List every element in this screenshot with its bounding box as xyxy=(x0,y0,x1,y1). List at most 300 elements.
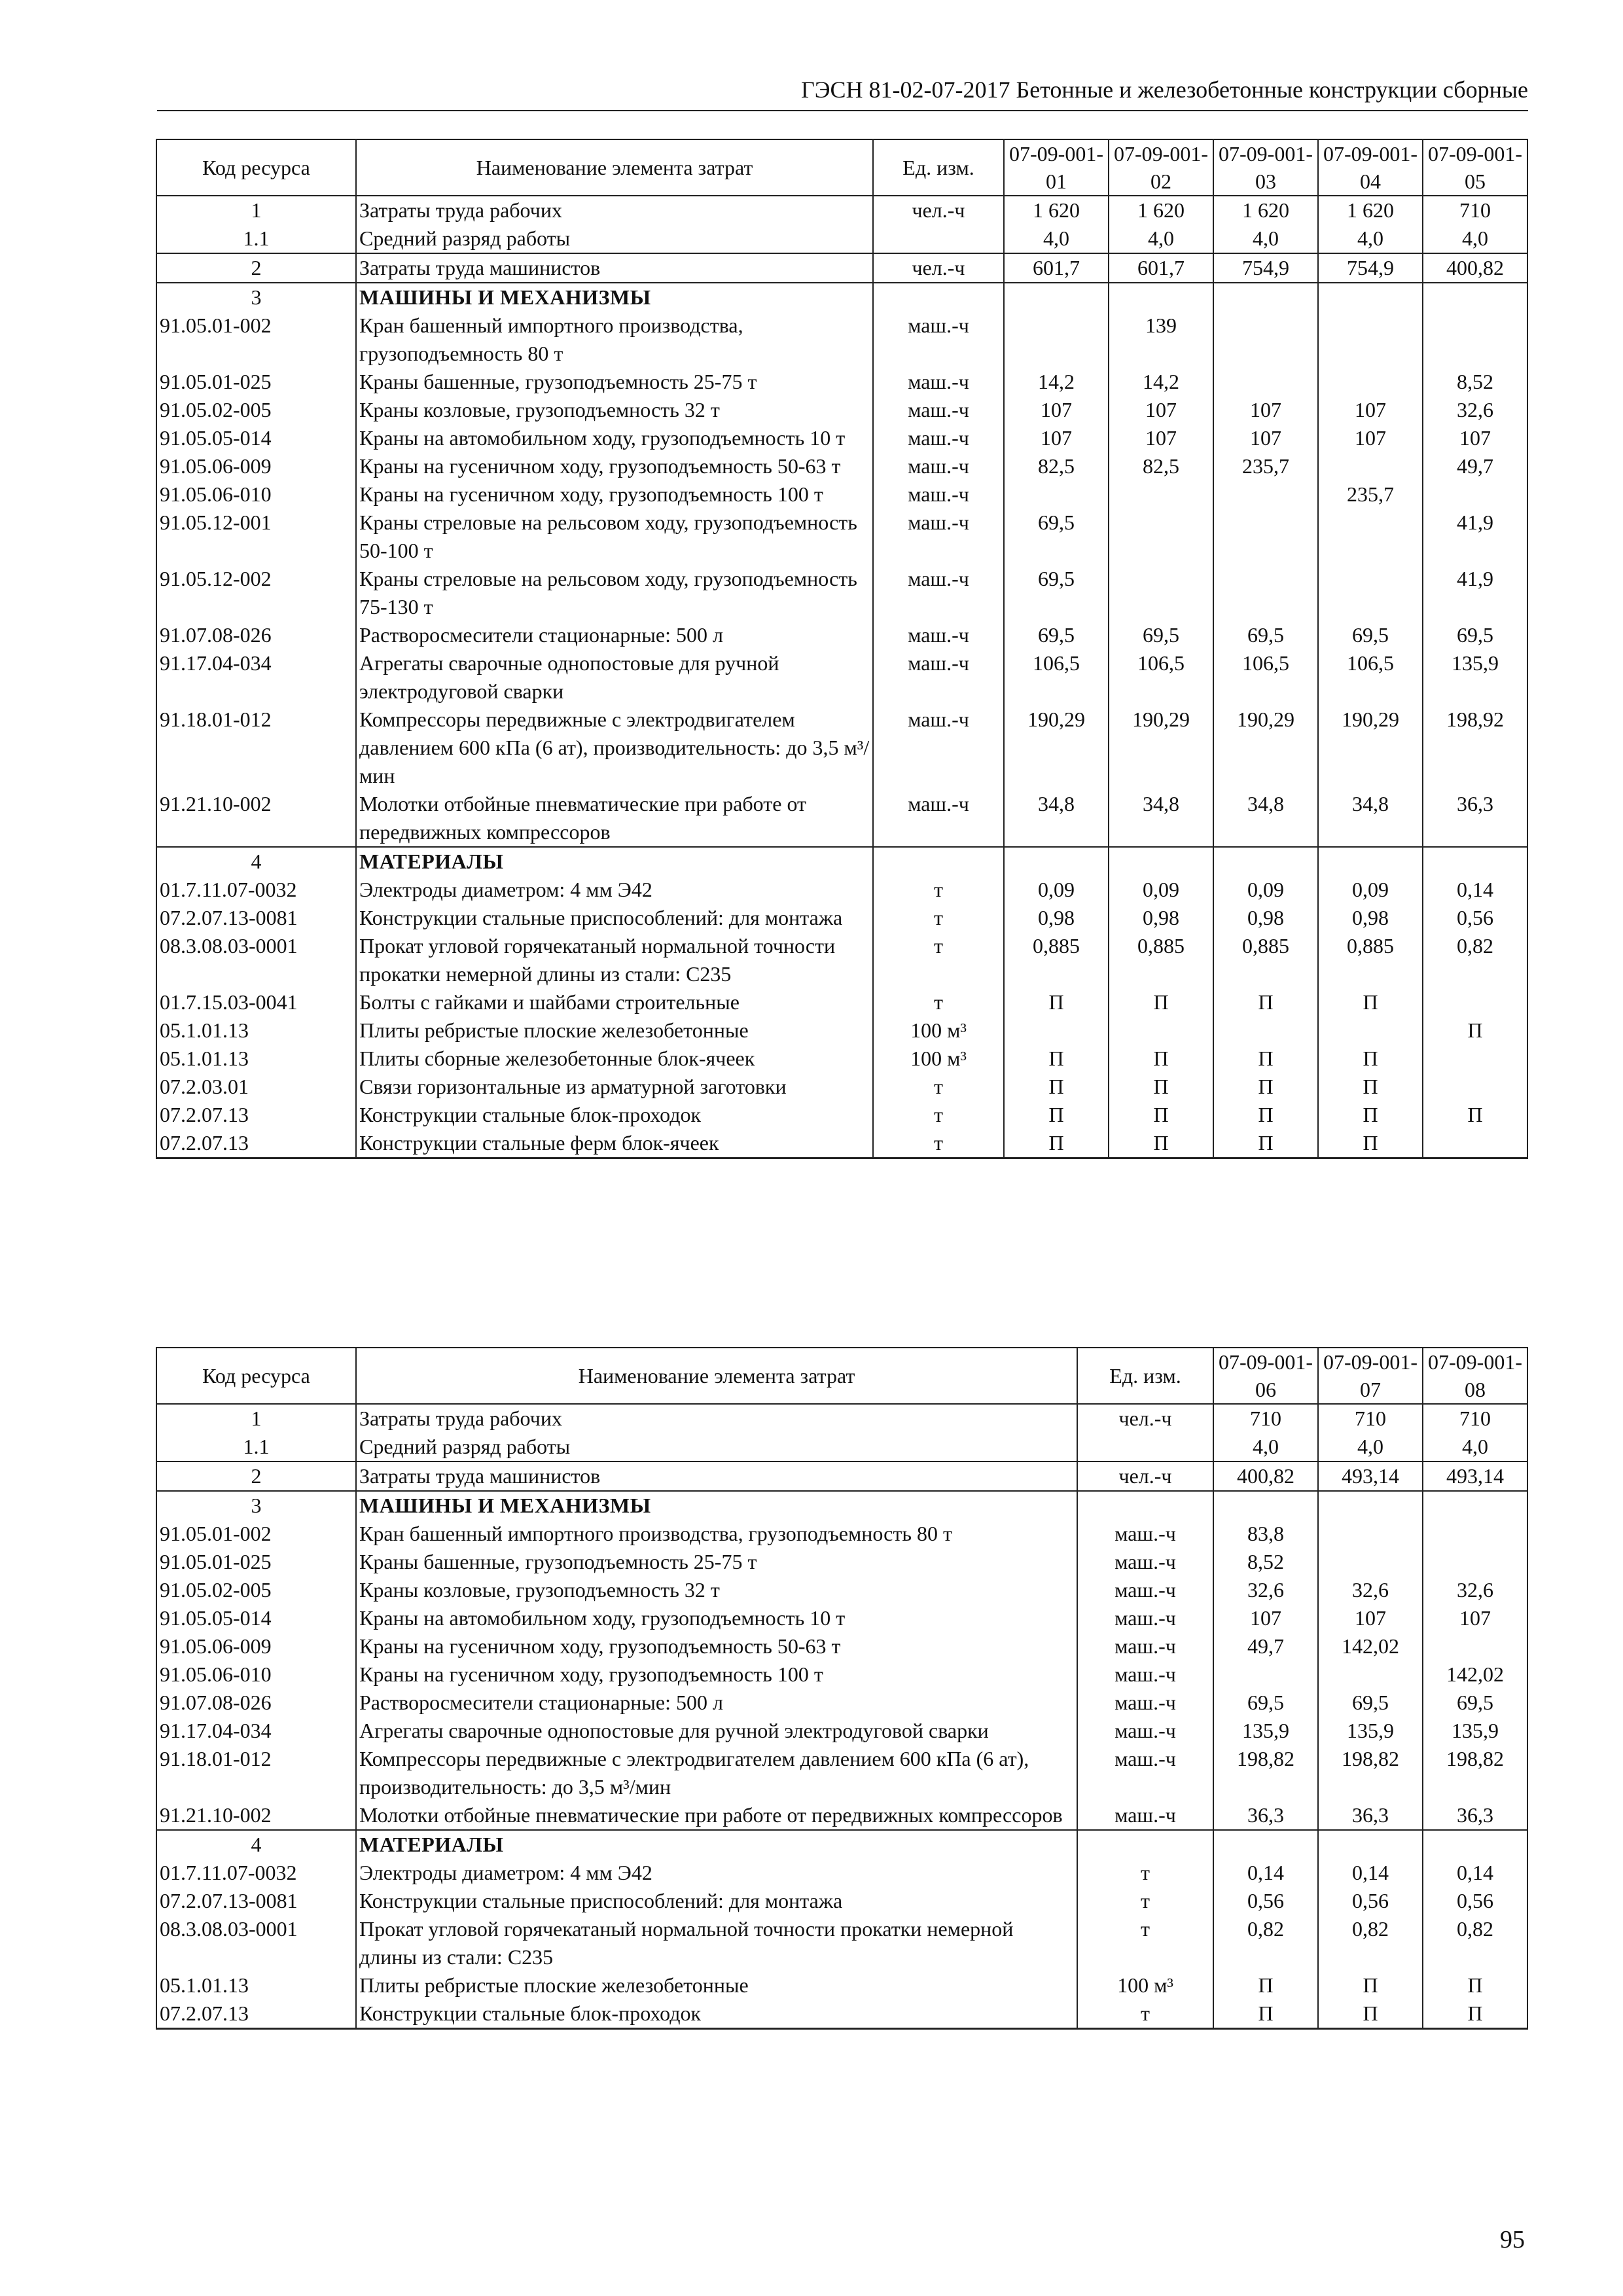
norm-value: П xyxy=(1318,2000,1423,2029)
table-row xyxy=(156,1801,1527,1830)
cost-item-name: Краны на автомобильном ходу, грузоподъемность 10 т xyxy=(356,424,873,452)
unit xyxy=(873,224,1004,253)
norm-value: 107 xyxy=(1318,424,1423,452)
table-row xyxy=(156,368,1527,396)
norm-value: 754,9 xyxy=(1318,253,1423,283)
norm-value: 107 xyxy=(1004,396,1109,424)
norm-value xyxy=(1004,283,1109,312)
norm-value: 107 xyxy=(1318,1604,1423,1632)
norm-value: 0,98 xyxy=(1109,904,1213,932)
document-title: ГЭСН 81-02-07-2017 Бетонные и железобетонные конструкции сборные xyxy=(800,77,1528,103)
unit: 100 м³ xyxy=(873,1045,1004,1073)
norm-value: П xyxy=(1213,1073,1318,1101)
header-norm-code: 07-09-001-01 xyxy=(1004,139,1109,196)
cost-item-name: Краны на гусеничном ходу, грузоподъемность 100 т xyxy=(356,480,873,509)
table-row xyxy=(156,876,1527,904)
section-row xyxy=(156,847,1527,876)
cost-item-name: Краны башенные, грузоподъемность 25-75 т xyxy=(356,368,873,396)
resource-table-1 xyxy=(156,139,1528,1159)
resource-code: 91.05.06-010 xyxy=(156,1660,356,1689)
norm-value: 0,98 xyxy=(1213,904,1318,932)
norm-value: 0,82 xyxy=(1213,1915,1318,1971)
norm-value: 34,8 xyxy=(1109,790,1213,847)
norm-value xyxy=(1004,1016,1109,1045)
norm-value xyxy=(1213,1016,1318,1045)
norm-value: 0,885 xyxy=(1109,932,1213,988)
table-row xyxy=(156,1576,1527,1604)
norm-value: 34,8 xyxy=(1213,790,1318,847)
resource-code: 91.05.01-025 xyxy=(156,1548,356,1576)
table-row xyxy=(156,1433,1527,1462)
norm-value xyxy=(1318,565,1423,621)
norm-value: 32,6 xyxy=(1318,1576,1423,1604)
norm-value xyxy=(1004,312,1109,368)
table-row xyxy=(156,1971,1527,2000)
norm-value xyxy=(1318,1548,1423,1576)
norm-value xyxy=(1213,283,1318,312)
cost-item-name: Растворосмесители стационарные: 500 л xyxy=(356,1689,1077,1717)
resource-code: 07.2.03.01 xyxy=(156,1073,356,1101)
resource-code: 91.05.01-002 xyxy=(156,1520,356,1548)
cost-item-name: Затраты труда рабочих xyxy=(356,1404,1077,1433)
unit: маш.-ч xyxy=(873,396,1004,424)
norm-value: П xyxy=(1109,1129,1213,1158)
norm-value: 32,6 xyxy=(1213,1576,1318,1604)
norm-value: 135,9 xyxy=(1213,1717,1318,1745)
norm-value: П xyxy=(1004,1045,1109,1073)
norm-value: 69,5 xyxy=(1213,1689,1318,1717)
cost-item-name: Конструкции стальные блок-проходок xyxy=(356,1101,873,1129)
resource-table-2 xyxy=(156,1347,1528,2030)
table-row xyxy=(156,988,1527,1016)
resource-code: 3 xyxy=(156,283,356,312)
cost-item-name: Кран башенный импортного производства, грузоподъемность 80 т xyxy=(356,1520,1077,1548)
table-row xyxy=(156,1604,1527,1632)
norm-value: П xyxy=(1004,1101,1109,1129)
header-norm-code: 07-09-001-02 xyxy=(1109,139,1213,196)
cost-item-name: Краны стреловые на рельсовом ходу, грузоподъемность 75-130 т xyxy=(356,565,873,621)
norm-value: 69,5 xyxy=(1423,1689,1527,1717)
norm-value: 69,5 xyxy=(1004,621,1109,649)
resource-code: 4 xyxy=(156,1830,356,1859)
norm-value: 82,5 xyxy=(1109,452,1213,480)
norm-value: 0,82 xyxy=(1318,1915,1423,1971)
unit: маш.-ч xyxy=(873,790,1004,847)
cost-item-name: Агрегаты сварочные однопостовые для ручной электродуговой сварки xyxy=(356,1717,1077,1745)
norm-value xyxy=(1318,847,1423,876)
header-norm-code: 07-09-001-03 xyxy=(1213,139,1318,196)
resource-code: 07.2.07.13 xyxy=(156,1129,356,1158)
norm-value xyxy=(1423,1548,1527,1576)
resource-code: 07.2.07.13 xyxy=(156,1101,356,1129)
table-row xyxy=(156,1717,1527,1745)
unit: маш.-ч xyxy=(1077,1801,1213,1830)
norm-value: 601,7 xyxy=(1109,253,1213,283)
norm-value: 754,9 xyxy=(1213,253,1318,283)
norm-value: П xyxy=(1318,1073,1423,1101)
table-row xyxy=(156,1404,1527,1433)
norm-value xyxy=(1318,1520,1423,1548)
norm-value: П xyxy=(1318,988,1423,1016)
norm-value: 0,885 xyxy=(1213,932,1318,988)
norm-value: 83,8 xyxy=(1213,1520,1318,1548)
norm-value xyxy=(1423,1129,1527,1158)
unit: т xyxy=(1077,1859,1213,1887)
cost-item-name: Краны на гусеничном ходу, грузоподъемность 100 т xyxy=(356,1660,1077,1689)
resource-code: 91.05.02-005 xyxy=(156,396,356,424)
norm-value: 69,5 xyxy=(1004,509,1109,565)
norm-value: П xyxy=(1318,1971,1423,2000)
norm-value: 106,5 xyxy=(1109,649,1213,706)
cost-item-name: Конструкции стальные приспособлений: для монтажа xyxy=(356,904,873,932)
section-row xyxy=(156,1491,1527,1520)
norm-value: 69,5 xyxy=(1004,565,1109,621)
norm-value: 0,14 xyxy=(1213,1859,1318,1887)
norm-value xyxy=(1318,1660,1423,1689)
cost-item-name: МАТЕРИАЛЫ xyxy=(356,847,873,876)
unit: маш.-ч xyxy=(1077,1576,1213,1604)
norm-value: 34,8 xyxy=(1318,790,1423,847)
resource-code: 91.18.01-012 xyxy=(156,706,356,790)
norm-value: П xyxy=(1318,1129,1423,1158)
norm-value: 0,885 xyxy=(1318,932,1423,988)
table-row xyxy=(156,932,1527,988)
norm-value xyxy=(1213,847,1318,876)
table-row xyxy=(156,424,1527,452)
table-row xyxy=(156,1660,1527,1689)
cost-item-name: Молотки отбойные пневматические при работе от передвижных компрессоров xyxy=(356,790,873,847)
norm-value xyxy=(1423,847,1527,876)
norm-value: 4,0 xyxy=(1109,224,1213,253)
resource-code: 2 xyxy=(156,1462,356,1491)
norm-value: 710 xyxy=(1318,1404,1423,1433)
norm-value: 34,8 xyxy=(1004,790,1109,847)
norm-value: 8,52 xyxy=(1213,1548,1318,1576)
resource-code: 3 xyxy=(156,1491,356,1520)
resource-code: 01.7.11.07-0032 xyxy=(156,1859,356,1887)
norm-value: П xyxy=(1423,1971,1527,2000)
norm-value: 4,0 xyxy=(1423,224,1527,253)
norm-value: 493,14 xyxy=(1423,1462,1527,1491)
norm-value: 107 xyxy=(1423,1604,1527,1632)
norm-value xyxy=(1423,1045,1527,1073)
resource-code: 2 xyxy=(156,253,356,283)
cost-item-name: Прокат угловой горячекатаный нормальной точности прокатки немерной длины из стали: С235 xyxy=(356,932,873,988)
norm-value: 36,3 xyxy=(1423,1801,1527,1830)
cost-item-name: Краны козловые, грузоподъемность 32 т xyxy=(356,1576,1077,1604)
norm-value: 69,5 xyxy=(1213,621,1318,649)
norm-value: П xyxy=(1213,1129,1318,1158)
unit: т xyxy=(873,988,1004,1016)
resource-code: 1 xyxy=(156,1404,356,1433)
resource-code: 91.05.02-005 xyxy=(156,1576,356,1604)
norm-value: 1 620 xyxy=(1004,196,1109,224)
table-row xyxy=(156,1016,1527,1045)
norm-value: П xyxy=(1109,988,1213,1016)
unit: маш.-ч xyxy=(873,424,1004,452)
resource-code: 1 xyxy=(156,196,356,224)
norm-value xyxy=(1213,565,1318,621)
norm-value xyxy=(1004,480,1109,509)
norm-value: 135,9 xyxy=(1423,649,1527,706)
norm-value: 235,7 xyxy=(1213,452,1318,480)
unit: маш.-ч xyxy=(1077,1548,1213,1576)
unit: маш.-ч xyxy=(873,649,1004,706)
table-row xyxy=(156,509,1527,565)
norm-value: П xyxy=(1423,1016,1527,1045)
norm-value xyxy=(1318,452,1423,480)
norm-value xyxy=(1213,1830,1318,1859)
norm-value: 36,3 xyxy=(1423,790,1527,847)
norm-value xyxy=(1318,283,1423,312)
norm-value: 107 xyxy=(1213,396,1318,424)
resource-code: 01.7.11.07-0032 xyxy=(156,876,356,904)
unit xyxy=(873,283,1004,312)
table-row xyxy=(156,1462,1527,1491)
resource-code: 91.05.01-025 xyxy=(156,368,356,396)
norm-value: 106,5 xyxy=(1213,649,1318,706)
norm-value: 4,0 xyxy=(1318,224,1423,253)
norm-value xyxy=(1318,509,1423,565)
norm-value: 107 xyxy=(1004,424,1109,452)
resource-code: 91.07.08-026 xyxy=(156,1689,356,1717)
norm-value: 198,82 xyxy=(1318,1745,1423,1801)
norm-value xyxy=(1213,312,1318,368)
norm-value xyxy=(1213,1660,1318,1689)
cost-item-name: Растворосмесители стационарные: 500 л xyxy=(356,621,873,649)
norm-value: 32,6 xyxy=(1423,1576,1527,1604)
unit: т xyxy=(1077,2000,1213,2029)
section-row xyxy=(156,1830,1527,1859)
norm-value: 14,2 xyxy=(1109,368,1213,396)
norm-value: 8,52 xyxy=(1423,368,1527,396)
norm-value: 0,98 xyxy=(1004,904,1109,932)
norm-value xyxy=(1318,368,1423,396)
norm-value: 135,9 xyxy=(1423,1717,1527,1745)
cost-item-name: Средний разряд работы xyxy=(356,224,873,253)
cost-item-name: Агрегаты сварочные однопостовые для ручной электродуговой сварки xyxy=(356,649,873,706)
norm-value: 135,9 xyxy=(1318,1717,1423,1745)
norm-value: 0,09 xyxy=(1318,876,1423,904)
header-name: Наименование элемента затрат xyxy=(356,1348,1077,1404)
header-code: Код ресурса xyxy=(156,139,356,196)
norm-value xyxy=(1109,283,1213,312)
norm-value: 493,14 xyxy=(1318,1462,1423,1491)
table-row xyxy=(156,1859,1527,1887)
norm-value: 190,29 xyxy=(1004,706,1109,790)
resource-code: 91.05.06-009 xyxy=(156,1632,356,1660)
unit: маш.-ч xyxy=(873,565,1004,621)
unit: чел.-ч xyxy=(873,196,1004,224)
resource-code: 07.2.07.13-0081 xyxy=(156,1887,356,1915)
unit: маш.-ч xyxy=(873,480,1004,509)
norm-value: 4,0 xyxy=(1318,1433,1423,1462)
norm-value: 107 xyxy=(1213,1604,1318,1632)
unit: чел.-ч xyxy=(1077,1404,1213,1433)
unit: 100 м³ xyxy=(873,1016,1004,1045)
norm-value: 69,5 xyxy=(1318,1689,1423,1717)
unit: маш.-ч xyxy=(873,509,1004,565)
norm-value: 36,3 xyxy=(1318,1801,1423,1830)
cost-item-name: Краны башенные, грузоподъемность 25-75 т xyxy=(356,1548,1077,1576)
norm-value: П xyxy=(1423,1101,1527,1129)
norm-value: 4,0 xyxy=(1004,224,1109,253)
cost-item-name: Краны на гусеничном ходу, грузоподъемность 50-63 т xyxy=(356,1632,1077,1660)
unit: маш.-ч xyxy=(1077,1745,1213,1801)
norm-value: 0,14 xyxy=(1423,1859,1527,1887)
table-row xyxy=(156,196,1527,224)
norm-value: 198,82 xyxy=(1213,1745,1318,1801)
norm-value: 1 620 xyxy=(1109,196,1213,224)
norm-value: 0,56 xyxy=(1213,1887,1318,1915)
norm-value xyxy=(1318,312,1423,368)
table-row xyxy=(156,565,1527,621)
unit: маш.-ч xyxy=(1077,1520,1213,1548)
header-code: Код ресурса xyxy=(156,1348,356,1404)
norm-value xyxy=(1213,1491,1318,1520)
table-row xyxy=(156,1073,1527,1101)
table-row xyxy=(156,790,1527,847)
resource-code: 91.05.01-002 xyxy=(156,312,356,368)
norm-value: 1 620 xyxy=(1318,196,1423,224)
resource-code: 91.05.06-009 xyxy=(156,452,356,480)
unit: т xyxy=(873,876,1004,904)
norm-value: 107 xyxy=(1213,424,1318,452)
norm-value: 0,09 xyxy=(1109,876,1213,904)
unit: т xyxy=(873,904,1004,932)
resource-code: 08.3.08.03-0001 xyxy=(156,1915,356,1971)
norm-value: 1 620 xyxy=(1213,196,1318,224)
cost-item-name: Плиты сборные железобетонные блок-ячеек xyxy=(356,1045,873,1073)
header-norm-code: 07-09-001-07 xyxy=(1318,1348,1423,1404)
unit: т xyxy=(1077,1887,1213,1915)
unit xyxy=(873,847,1004,876)
norm-value xyxy=(1109,480,1213,509)
norm-value: 0,98 xyxy=(1318,904,1423,932)
norm-value: 0,82 xyxy=(1423,1915,1527,1971)
norm-value xyxy=(1423,1830,1527,1859)
norm-value: 106,5 xyxy=(1318,649,1423,706)
table-row xyxy=(156,649,1527,706)
resource-code: 1.1 xyxy=(156,224,356,253)
unit: чел.-ч xyxy=(1077,1462,1213,1491)
norm-value xyxy=(1213,480,1318,509)
norm-value xyxy=(1004,847,1109,876)
norm-value: 107 xyxy=(1109,396,1213,424)
norm-value: П xyxy=(1213,988,1318,1016)
norm-value: П xyxy=(1213,1101,1318,1129)
cost-item-name: Конструкции стальные ферм блок-ячеек xyxy=(356,1129,873,1158)
unit: маш.-ч xyxy=(873,368,1004,396)
table-row xyxy=(156,253,1527,283)
norm-value: П xyxy=(1423,2000,1527,2029)
cost-item-name: Краны на гусеничном ходу, грузоподъемность 50-63 т xyxy=(356,452,873,480)
table-row xyxy=(156,1632,1527,1660)
cost-item-name: Электроды диаметром: 4 мм Э42 xyxy=(356,1859,1077,1887)
cost-item-name: МАШИНЫ И МЕХАНИЗМЫ xyxy=(356,1491,1077,1520)
norm-value: 36,3 xyxy=(1213,1801,1318,1830)
resource-code: 91.05.05-014 xyxy=(156,1604,356,1632)
norm-value: П xyxy=(1109,1073,1213,1101)
norm-value: 0,56 xyxy=(1423,1887,1527,1915)
unit: 100 м³ xyxy=(1077,1971,1213,2000)
unit: маш.-ч xyxy=(1077,1717,1213,1745)
unit xyxy=(1077,1433,1213,1462)
cost-item-name: Молотки отбойные пневматические при работе от передвижных компрессоров xyxy=(356,1801,1077,1830)
norm-value: П xyxy=(1004,1073,1109,1101)
norm-value: 710 xyxy=(1423,1404,1527,1433)
norm-value xyxy=(1318,1016,1423,1045)
cost-item-name: Затраты труда машинистов xyxy=(356,1462,1077,1491)
norm-value: 142,02 xyxy=(1423,1660,1527,1689)
norm-value: 0,885 xyxy=(1004,932,1109,988)
norm-value xyxy=(1423,988,1527,1016)
norm-value xyxy=(1109,509,1213,565)
norm-value: П xyxy=(1213,1971,1318,2000)
norm-value: 0,09 xyxy=(1213,876,1318,904)
table-row xyxy=(156,480,1527,509)
norm-value xyxy=(1318,1830,1423,1859)
unit: маш.-ч xyxy=(873,452,1004,480)
section-row xyxy=(156,283,1527,312)
page-number: 95 xyxy=(1500,2226,1525,2253)
norm-value: 14,2 xyxy=(1004,368,1109,396)
header-norm-code: 07-09-001-05 xyxy=(1423,139,1527,196)
resource-code: 1.1 xyxy=(156,1433,356,1462)
norm-value: 142,02 xyxy=(1318,1632,1423,1660)
cost-item-name: Компрессоры передвижные с электродвигателем давлением 600 кПа (6 ат), производительность: до 3,5 м³/мин xyxy=(356,1745,1077,1801)
cost-item-name: Компрессоры передвижные с электродвигателем давлением 600 кПа (6 ат), производительность: до 3,5 м³/мин xyxy=(356,706,873,790)
norm-value: 41,9 xyxy=(1423,509,1527,565)
header-norm-code: 07-09-001-08 xyxy=(1423,1348,1527,1404)
norm-value: 0,14 xyxy=(1423,876,1527,904)
resource-code: 07.2.07.13 xyxy=(156,2000,356,2029)
table-row xyxy=(156,706,1527,790)
table-row xyxy=(156,1689,1527,1717)
unit xyxy=(1077,1830,1213,1859)
cost-item-name: Электроды диаметром: 4 мм Э42 xyxy=(356,876,873,904)
cost-item-name: Затраты труда рабочих xyxy=(356,196,873,224)
cost-item-name: Краны на автомобильном ходу, грузоподъемность 10 т xyxy=(356,1604,1077,1632)
table-row xyxy=(156,1548,1527,1576)
norm-value: 0,09 xyxy=(1004,876,1109,904)
norm-value xyxy=(1213,509,1318,565)
norm-value: 32,6 xyxy=(1423,396,1527,424)
norm-value: 107 xyxy=(1318,396,1423,424)
resource-code: 91.21.10-002 xyxy=(156,790,356,847)
norm-value: П xyxy=(1318,1045,1423,1073)
norm-value: 69,5 xyxy=(1423,621,1527,649)
norm-value: 0,56 xyxy=(1423,904,1527,932)
norm-value xyxy=(1213,368,1318,396)
cost-item-name: Краны козловые, грузоподъемность 32 т xyxy=(356,396,873,424)
resource-code: 91.18.01-012 xyxy=(156,1745,356,1801)
norm-value: 601,7 xyxy=(1004,253,1109,283)
norm-value: П xyxy=(1318,1101,1423,1129)
unit: маш.-ч xyxy=(873,621,1004,649)
resource-code: 91.05.12-002 xyxy=(156,565,356,621)
header-name: Наименование элемента затрат xyxy=(356,139,873,196)
norm-value: 106,5 xyxy=(1004,649,1109,706)
norm-value: 400,82 xyxy=(1213,1462,1318,1491)
norm-value xyxy=(1318,1491,1423,1520)
norm-value: 190,29 xyxy=(1109,706,1213,790)
norm-value: 107 xyxy=(1109,424,1213,452)
norm-value xyxy=(1109,1016,1213,1045)
table-row xyxy=(156,1045,1527,1073)
table-row xyxy=(156,224,1527,253)
norm-value: 198,92 xyxy=(1423,706,1527,790)
